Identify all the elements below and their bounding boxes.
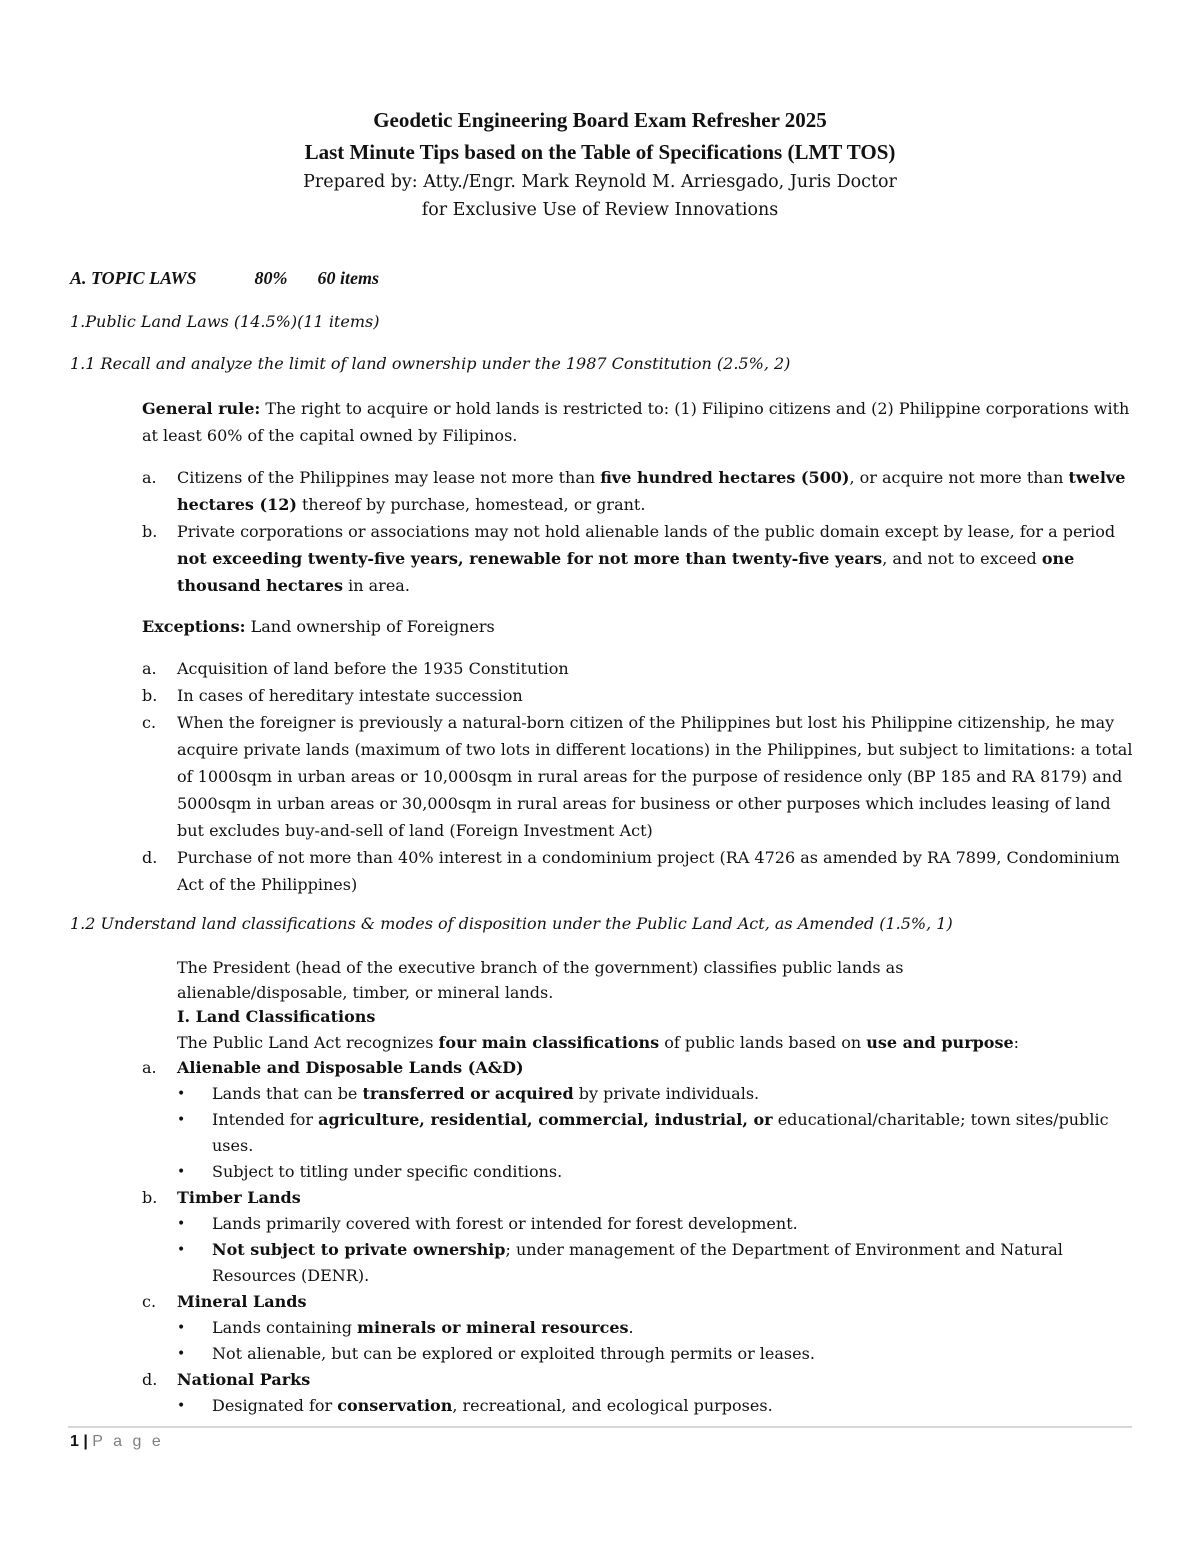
list-marker: b. (142, 522, 158, 541)
bullet-icon: • (177, 1398, 186, 1414)
list-item: a. Alienable and Disposable Lands (A&D) • Lands that can be transferred or acquired by private individuals. • Intended for agriculture, residential, commercial, industrial, or educational/charitable; town sites/public uses. • Subject to titling under specific conditions. (142, 1055, 1142, 1185)
exceptions-label: Exceptions: (142, 617, 246, 636)
bullet-icon: • (177, 1346, 186, 1362)
topic-1-heading: 1.Public Land Laws (14.5%)(11 items) (70, 312, 380, 331)
bullet-item: • Intended for agriculture, residential, commercial, industrial, or educational/charitable; town sites/public uses. (177, 1107, 1142, 1159)
bullet-icon: • (177, 1216, 186, 1232)
land-classifications-intro: The Public Land Act recognizes four main classifications of public lands based on use and purpose: (177, 1033, 1020, 1052)
section-a-label: A. TOPIC LAWS (70, 268, 197, 288)
exceptions-text: Land ownership of Foreigners (245, 617, 495, 636)
page-number: 1 (70, 1433, 79, 1450)
class-title: Alienable and Disposable Lands (A&D) (177, 1058, 524, 1077)
president-paragraph: The President (head of the executive branch of the government) classifies public lands as alienable/disposable, timber, or mineral lands. (177, 958, 904, 1002)
footer-separator: | (83, 1433, 88, 1450)
list-marker: a. (142, 468, 157, 487)
list-item: c. When the foreigner is previously a natural-born citizen of the Philippines but lost his Philippine citizenship, he may acquire private lands (maximum of two lots in different locations) in the Philippines, but subject to limitations: a total of 1000sqm in urban areas or 10,000sqm in rural areas for the purpose of residence only (BP 185 and RA 8179) and 5000sqm in urban areas or 30,000sqm in rural areas for business or other purposes which includes leasing of land but excludes buy-and-sell of land (Foreign Investment Act) (142, 713, 1133, 840)
bullet-icon: • (177, 1112, 186, 1128)
rule-list (142, 464, 1142, 599)
list-item: d. Purchase of not more than 40% interest in a condominium project (RA 4726 as amended by RA 7899, Condominium Act of the Philippines) (142, 848, 1120, 894)
bullet-item: • Subject to titling under specific conditions. (177, 1159, 1142, 1185)
bullet-item: • Not subject to private ownership; under management of the Department of Environment and Natural Resources (DENR). (177, 1237, 1142, 1289)
list-item: b. Timber Lands • Lands primarily covered with forest or intended for forest development. • Not subject to private ownership; under management of the Department of Environment and Natural Resources (DENR). (142, 1185, 1142, 1289)
exclusive-use-note: for Exclusive Use of Review Innovations (421, 200, 779, 220)
list-item: c. Mineral Lands • Lands containing minerals or mineral resources. • Not alienable, but can be explored or exploited through permits or leases. (142, 1289, 1142, 1367)
document-title: Geodetic Engineering Board Exam Refresher 2025 (373, 108, 827, 132)
bullet-icon: • (177, 1320, 186, 1336)
bullet-item: • Lands that can be transferred or acquired by private individuals. (177, 1081, 1142, 1107)
list-item: b. Private corporations or associations may not hold alienable lands of the public domain except by lease, for a period not exceeding twenty-five years, renewable for not more than twenty-five years, and not to exceed one thousand hectares in area. (142, 518, 1142, 599)
land-classifications-block (177, 1004, 1137, 1056)
bullet-item: • Not alienable, but can be explored or exploited through permits or leases. (177, 1341, 1142, 1367)
exceptions-list (142, 655, 1142, 898)
section-a-heading (70, 268, 379, 289)
bullet-list (177, 1315, 1142, 1367)
bullet-list (177, 1211, 1142, 1289)
footer-divider (68, 1426, 1132, 1428)
general-rule-label: General rule: (142, 399, 261, 418)
document-subtitle: Last Minute Tips based on the Table of Specifications (LMT TOS) (304, 140, 896, 164)
topic-1-2-heading: 1.2 Understand land classifications & modes of disposition under the Public Land Act, as Amended (1.5%, 1) (70, 914, 953, 933)
bullet-item: • Lands primarily covered with forest or intended for forest development. (177, 1211, 1142, 1237)
page-footer (70, 1433, 164, 1451)
section-a-items: 60 items (317, 268, 380, 288)
bullet-icon: • (177, 1242, 186, 1258)
prepared-by: Prepared by: Atty./Engr. Mark Reynold M. Arriesgado, Juris Doctor (303, 172, 897, 192)
general-rule-text: The right to acquire or hold lands is restricted to: (1) Filipino citizens and (2) Philippine corporations with at least 60% of the capital owned by Filipinos. (142, 399, 1130, 445)
topic-1-1-heading: 1.1 Recall and analyze the limit of land ownership under the 1987 Constitution (2.5%, 2) (70, 354, 791, 373)
page-label: P a g e (92, 1433, 164, 1450)
classification-list (142, 1055, 1142, 1419)
class-title: Mineral Lands (177, 1292, 307, 1311)
bullet-list (177, 1081, 1142, 1185)
bullet-icon: • (177, 1164, 186, 1180)
class-title: Timber Lands (177, 1188, 301, 1207)
section-a-percent: 80% (254, 268, 288, 288)
land-classifications-heading: I. Land Classifications (177, 1007, 376, 1026)
bullet-item: • Lands containing minerals or mineral resources. (177, 1315, 1142, 1341)
bullet-icon: • (177, 1086, 186, 1102)
bullet-item: • Designated for conservation, recreational, and ecological purposes. (177, 1393, 1142, 1419)
list-item: b. In cases of hereditary intestate succession (142, 686, 523, 705)
list-item: a. Citizens of the Philippines may lease not more than five hundred hectares (500), or acquire not more than twelve hectares (12) thereof by purchase, homestead, or grant. (142, 464, 1142, 518)
list-item: a. Acquisition of land before the 1935 Constitution (142, 659, 569, 678)
document-header (0, 104, 1200, 224)
general-rule-paragraph (142, 395, 1142, 449)
exceptions-paragraph (142, 613, 1142, 640)
bullet-list (177, 1393, 1142, 1419)
class-title: National Parks (177, 1370, 311, 1389)
list-item: d. National Parks • Designated for conservation, recreational, and ecological purposes. (142, 1367, 1142, 1419)
